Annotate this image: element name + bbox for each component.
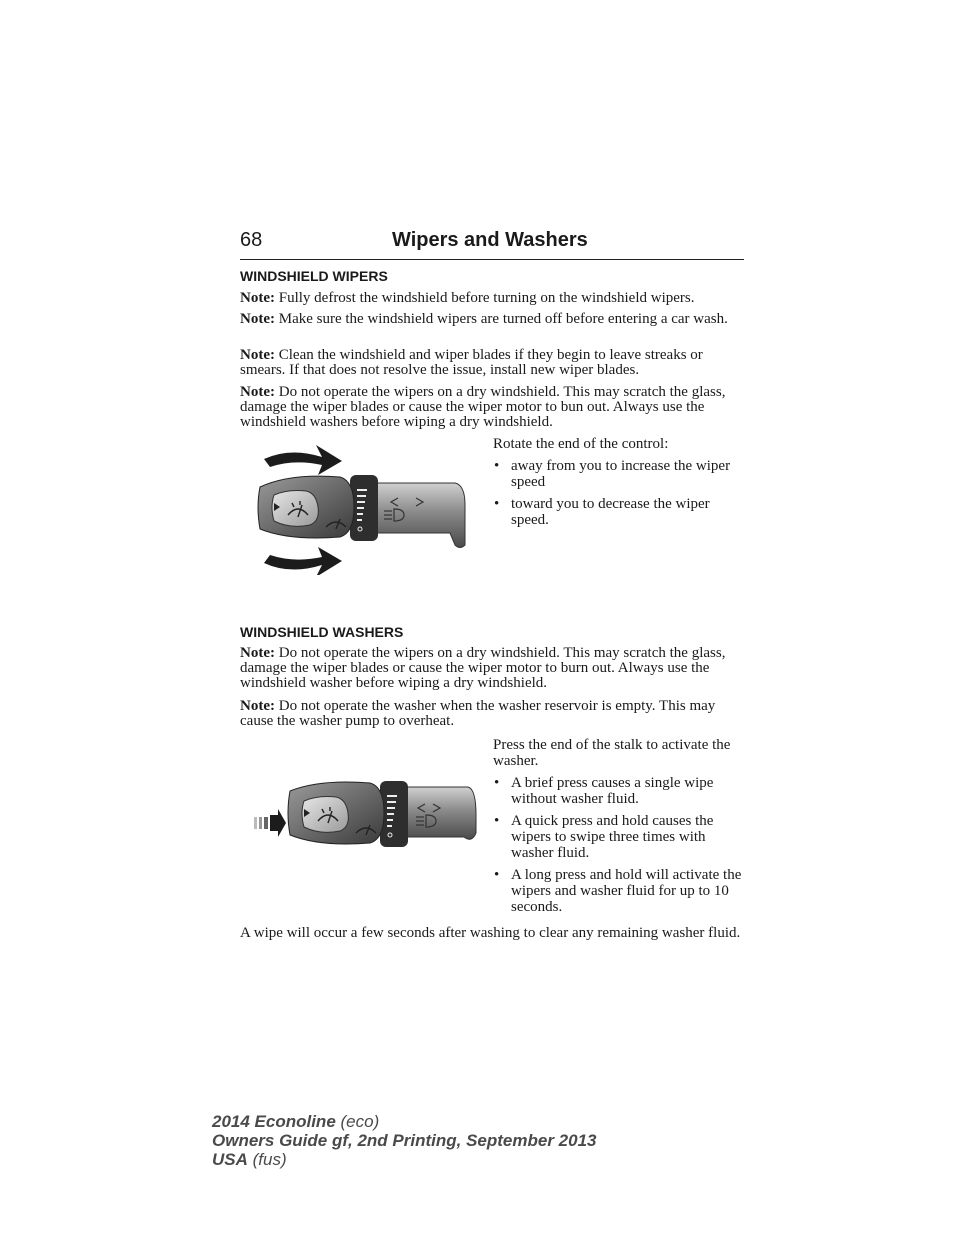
note-paragraph xyxy=(240,646,744,691)
list-item-text: A brief press causes a single wipe without washer fluid. xyxy=(511,775,714,807)
manual-page xyxy=(240,228,744,941)
list-item xyxy=(493,867,745,915)
list-item-text: toward you to decrease the wiper speed. xyxy=(511,496,710,528)
note-label: Note: xyxy=(240,347,275,363)
bullet-icon: • xyxy=(494,496,500,512)
note-paragraph xyxy=(240,348,744,378)
stalk-shaft xyxy=(400,787,476,839)
note-label: Note: xyxy=(240,698,275,714)
note-paragraph xyxy=(240,312,744,327)
footer-guide: Owners Guide gf, 2nd Printing, September 2013 xyxy=(212,1131,597,1150)
wiper-rotation-illustration xyxy=(250,445,470,575)
bullet-icon: • xyxy=(494,867,500,883)
section-title-wipers: WINDSHIELD WIPERS xyxy=(240,268,388,284)
note-label: Note: xyxy=(240,290,275,306)
wipers-intro: Rotate the end of the control: xyxy=(493,436,669,452)
bullet-icon: • xyxy=(494,813,500,829)
footer-region: USA xyxy=(212,1150,248,1169)
list-item-text: A quick press and hold causes the wipers to swipe three times with washer fluid. xyxy=(511,813,714,861)
footer-model: 2014 Econoline xyxy=(212,1112,336,1131)
page-number: 68 xyxy=(240,229,263,251)
rotate-away-arrow-icon xyxy=(264,445,342,475)
footer-line xyxy=(212,1112,596,1131)
footer-line xyxy=(212,1150,596,1169)
note-paragraph xyxy=(240,699,744,729)
washer-button xyxy=(302,797,348,833)
push-arrow-icon xyxy=(254,809,286,837)
footer-region-code: (fus) xyxy=(247,1150,287,1169)
list-item-text: A long press and hold will activate the wipers and washer fluid for up to 10 seconds. xyxy=(511,867,742,915)
washer-press-illustration xyxy=(250,775,480,865)
bullet-icon: • xyxy=(494,458,500,474)
washers-intro: Press the end of the stalk to activate the washer. xyxy=(493,737,731,769)
bullet-icon: • xyxy=(494,775,500,791)
note-text: Do not operate the washer when the washer reservoir is empty. This may cause the washer pump to overheat. xyxy=(240,698,716,729)
washers-instructions xyxy=(493,737,745,915)
page-header xyxy=(240,228,744,260)
closing-paragraph: A wipe will occur a few seconds after washing to clear any remaining washer fluid. xyxy=(240,925,741,941)
wipers-instructions xyxy=(493,436,745,528)
note-paragraph xyxy=(240,385,744,430)
wipers-bullet-list xyxy=(493,458,745,528)
note-text: Fully defrost the windshield before turning on the windshield wipers. xyxy=(274,290,695,306)
list-item xyxy=(493,813,745,861)
footer-line xyxy=(212,1131,596,1150)
chapter-title: Wipers and Washers xyxy=(392,229,588,251)
note-label: Note: xyxy=(240,645,275,661)
note-text: Make sure the windshield wipers are turned off before entering a car wash. xyxy=(274,311,728,327)
list-item xyxy=(493,458,745,490)
list-item-text: away from you to increase the wiper speed xyxy=(511,458,731,490)
rotate-toward-arrow-icon xyxy=(264,547,342,575)
list-item xyxy=(493,775,745,807)
note-label: Note: xyxy=(240,311,275,327)
note-text: Do not operate the wipers on a dry windshield. This may scratch the glass, damage the wiper blades or cause the wiper motor to bun out. Always use the windshield washers before wiping a dry windshield. xyxy=(240,384,726,430)
note-text: Clean the windshield and wiper blades if they begin to leave streaks or smears. If that does not resolve the issue, install new wiper blades. xyxy=(240,347,703,378)
washers-bullet-list xyxy=(493,775,745,915)
section-title-washers: WINDSHIELD WASHERS xyxy=(240,624,404,640)
note-label: Note: xyxy=(240,384,275,400)
washer-button xyxy=(272,491,318,527)
note-text: Do not operate the wipers on a dry windshield. This may scratch the glass, damage the wiper blades or cause the wiper motor to burn out. Always use the windshield washer before wiping a dry windshield. xyxy=(240,645,726,691)
list-item xyxy=(493,496,745,528)
footer-model-code: (eco) xyxy=(335,1112,380,1131)
note-paragraph xyxy=(240,291,744,306)
page-footer xyxy=(212,1112,596,1169)
